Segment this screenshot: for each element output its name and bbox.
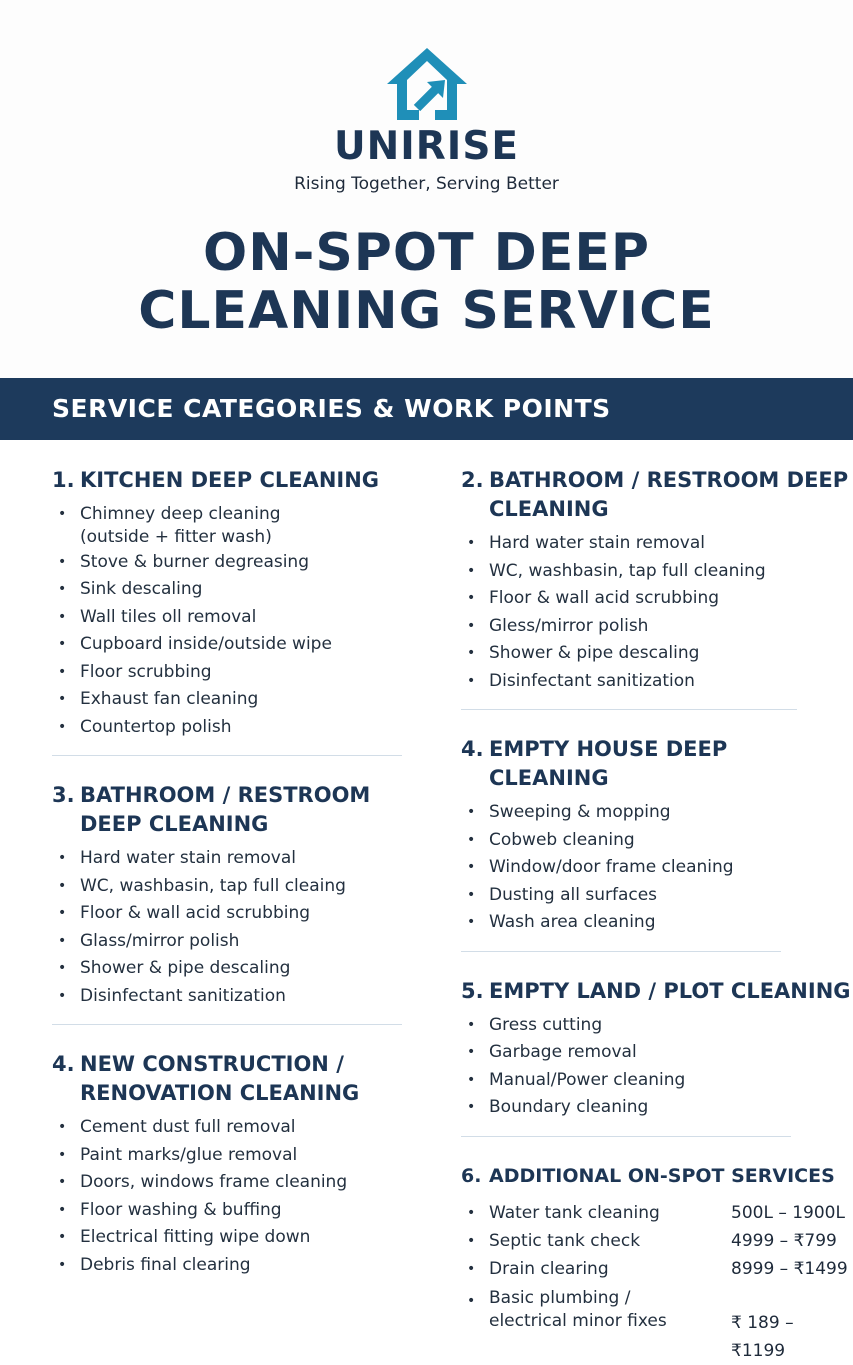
list-item [58,659,402,687]
item-label: Garbage removal [489,1042,637,1062]
list-item [58,900,402,928]
divider [461,709,797,710]
item-sublabel: (outside + fitter wash) [80,526,272,547]
section-number: 3. [52,783,75,807]
item-label: Debris final clearing [80,1254,251,1275]
item-label: Boundary cleaning [489,1097,649,1117]
bullet-icon: • [467,1071,476,1088]
item-label: Floor scrubbing [80,661,212,682]
house-arrow-icon [383,44,471,126]
bullet-icon: • [467,1044,476,1060]
right-column [461,466,851,1365]
bullet-icon: • [467,804,476,820]
item-label: Paint marks/glue removal [80,1144,298,1165]
bullet-icon: • [58,877,67,894]
list-item [58,1114,402,1142]
section-empty-house [461,735,851,952]
item-label: Hard water stain removal [489,533,706,553]
section-number: 1. [52,468,75,492]
section-title: EMPTY HOUSE DEEP CLEANING [489,737,728,790]
divider [52,1024,402,1025]
brand-tagline: Rising Together, Serving Better [294,174,559,194]
item-label: Cement dust full removal [80,1117,296,1137]
bullet-icon: • [467,1204,476,1221]
bullet-icon: • [58,691,67,707]
page-title [0,224,853,340]
bullet-icon: • [467,886,476,903]
list-item [467,799,851,827]
item-label: Sweeping & mopping [489,802,671,822]
list-item [58,1224,402,1252]
list-item [58,549,402,577]
bullet-icon: • [467,617,476,634]
item-label: Water tank cleaning [489,1202,660,1223]
item-label: Floor & wall acid scrubbing [489,588,720,608]
bullet-icon: • [58,1119,67,1135]
bullet-icon: • [467,1099,476,1115]
item-label: Manual/Power cleaning [489,1069,686,1090]
section-title: BATHROOM / RESTROOM DEEP CLEANING [489,468,849,521]
section-bathroom-2 [461,466,851,710]
priced-item [467,1227,851,1255]
list-item [467,640,851,668]
list-item [467,1039,851,1067]
item-label: Drain clearing [489,1258,609,1279]
bullet-icon: • [467,672,476,689]
item-label: Window/door frame cleaning [489,857,734,877]
item-price: ₹ 189 – ₹1199 [731,1312,794,1361]
list-item [467,909,851,937]
list-item [58,604,402,632]
page-title-line-1: ON-SPOT DEEP [203,223,650,283]
bullet-icon: • [467,562,476,579]
list-item [58,501,402,549]
bullet-icon: • [58,1229,67,1245]
section-heading [461,977,851,1006]
section-additional-services [461,1162,851,1365]
divider [461,951,781,952]
bullet-icon: • [58,718,67,735]
bullet-icon: • [467,645,476,661]
bullet-icon: • [467,831,476,848]
bullet-icon: • [467,1260,476,1277]
work-points-list [52,845,402,1010]
list-item [58,873,402,901]
bullet-icon: • [58,663,67,680]
section-number: 4. [52,1052,75,1076]
work-points-list [461,799,851,937]
bullet-icon: • [58,987,67,1004]
bullet-icon: • [467,914,476,930]
section-banner [0,378,853,440]
left-column [52,466,402,1279]
section-heading [461,1162,851,1191]
item-label: Shower & pipe descaling [80,958,291,978]
page-title-line-2: CLEANING SERVICE [138,281,715,341]
list-item [467,827,851,855]
list-item [467,882,851,910]
bullet-icon: • [467,1232,476,1249]
bullet-icon: • [58,1174,67,1190]
work-points-list [461,530,851,695]
section-heading [461,466,851,524]
section-number: 4. [461,737,484,761]
divider [52,755,402,756]
item-label: Electrical fitting wipe down [80,1227,311,1247]
section-construction [52,1050,402,1279]
item-label: Wash area cleaning [489,912,656,932]
item-price: 8999 – ₹1499 [731,1258,848,1279]
bullet-icon: • [58,960,67,976]
item-label: Stove & burner degreasing [80,551,310,572]
section-title: BATHROOM / RESTROOM DEEP CLEANING [80,783,371,836]
bullet-icon: • [58,506,67,522]
item-label: Wall tiles oll removal [80,606,257,627]
section-number: 6. [461,1164,482,1187]
work-points-list [52,501,402,741]
section-number: 5. [461,978,484,1003]
list-item [467,530,851,558]
section-number: 2. [461,468,484,492]
divider [461,1136,791,1137]
bullet-icon: • [58,1201,67,1218]
section-heading [52,466,402,495]
list-item [58,845,402,873]
item-label: Doors, windows frame cleaning [80,1172,348,1192]
work-points-list [52,1114,402,1279]
bullet-icon: • [58,581,67,597]
bullet-icon: • [58,1146,67,1163]
item-label-line-2: electrical minor fixes [489,1310,667,1331]
list-item [467,1067,851,1095]
section-title: ADDITIONAL ON-SPOT SERVICES [489,1164,835,1187]
bullet-icon: • [58,636,67,652]
section-bathroom [52,781,402,1025]
list-item [58,1252,402,1280]
item-label: Dusting all surfaces [489,884,658,905]
section-kitchen [52,466,402,756]
list-item [467,585,851,613]
item-price: 500L – 1900L [731,1202,845,1223]
list-item [467,1094,851,1122]
item-price: 4999 – ₹799 [731,1230,837,1251]
header [0,0,853,378]
bullet-icon: • [58,850,67,866]
list-item [467,854,851,882]
bullet-icon: • [467,1016,476,1033]
list-item [58,1169,402,1197]
bullet-icon: • [58,553,67,570]
item-label: Disinfectant sanitization [80,985,286,1006]
item-label: WC, washbasin, tap full cleaing [80,875,346,896]
brand-name: UNIRISE [333,124,520,169]
item-label: Hard water stain removal [80,848,297,868]
item-label-line-1: Basic plumbing / [489,1287,631,1308]
item-label: Exhaust fan cleaning [80,689,259,709]
list-item [58,576,402,604]
section-heading [461,735,851,793]
priced-item [467,1283,851,1365]
bullet-icon: • [58,905,67,921]
item-label: Floor washing & buffing [80,1199,282,1220]
bullet-icon: • [58,1256,67,1273]
list-item [58,686,402,714]
priced-services-list [461,1199,851,1365]
item-label: Septic tank check [489,1230,641,1251]
list-item [58,983,402,1011]
priced-item [467,1255,851,1283]
section-title: KITCHEN DEEP CLEANING [80,468,380,492]
item-label: Sink descaling [80,579,203,599]
list-item [467,558,851,586]
bullet-icon: • [467,859,476,875]
bullet-icon: • [467,535,476,551]
item-label: Disinfectant sanitization [489,670,695,691]
bullet-icon: • [58,932,67,949]
work-points-list [461,1012,851,1122]
section-empty-land [461,977,851,1137]
item-label: Cobweb cleaning [489,829,635,850]
list-item [467,668,851,696]
section-heading [52,1050,402,1108]
bullet-icon: • [58,608,67,625]
item-label: WC, washbasin, tap full cleaning [489,560,766,581]
priced-item [467,1199,851,1227]
item-label: Glass/mirror polish [80,930,240,951]
item-label: Gress cutting [489,1014,603,1035]
list-item [58,1197,402,1225]
item-label: Chimney deep cleaning [80,504,281,524]
item-label: Shower & pipe descaling [489,643,700,663]
list-item [58,631,402,659]
list-item [58,928,402,956]
list-item [58,1142,402,1170]
bullet-icon: • [467,590,476,606]
list-item [467,1012,851,1040]
section-title: EMPTY LAND / PLOT CLEANING [489,978,851,1003]
item-label: Countertop polish [80,716,232,737]
list-item [58,955,402,983]
item-label: Floor & wall acid scrubbing [80,903,311,923]
list-item [58,714,402,742]
item-label: Cupboard inside/outside wipe [80,634,332,654]
list-item [467,613,851,641]
banner-title: SERVICE CATEGORIES & WORK POINTS [52,394,611,423]
bullet-icon: • [467,1292,476,1309]
section-title: NEW CONSTRUCTION / RENOVATION CLEANING [80,1052,360,1105]
item-label: Gless/mirror polish [489,615,649,636]
section-heading [52,781,402,839]
